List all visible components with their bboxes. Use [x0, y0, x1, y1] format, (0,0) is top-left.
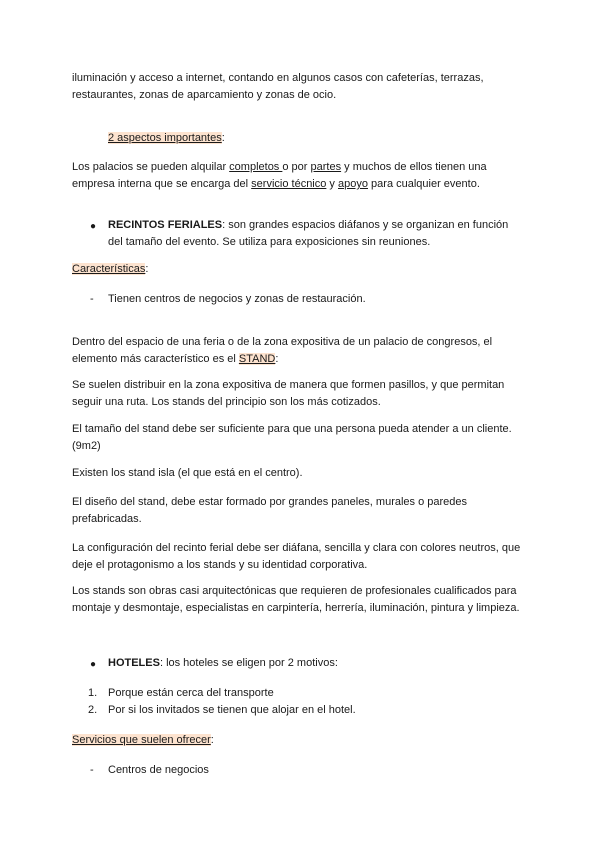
stand-line-2: elemento más característico es el	[72, 353, 239, 365]
caracteristicas-item-1: Tienen centros de negocios y zonas de restauración.	[108, 293, 366, 305]
servicios-heading	[72, 732, 532, 749]
palacios-completos: completos	[229, 161, 283, 173]
aspectos-label: 2 aspectos importantes	[108, 132, 222, 144]
palacios-text-e: y	[326, 178, 338, 190]
stand-colon: :	[275, 353, 279, 365]
palacios-text-f: para cualquier evento.	[367, 178, 480, 190]
servicios-colon: :	[210, 734, 214, 746]
intro-paragraph	[72, 70, 532, 104]
paragraph-isla	[72, 465, 532, 482]
palacios-apoyo: apoyo	[338, 178, 368, 190]
p5-line-1: La configuración del recinto ferial debe ser diáfana, sencilla y clara con colores neutros, que	[72, 542, 521, 554]
p6-line-2: montaje y desmontaje, especialistas en carpintería, herrería, iluminación, pintura y limpieza.	[72, 602, 520, 614]
paragraph-distribuir	[72, 377, 532, 411]
p4-line-1: El diseño del stand, debe estar formado por grandes paneles, murales o paredes	[72, 496, 468, 508]
recintos-text-2: del tamaño del evento. Se utiliza para exposiciones sin reuniones.	[108, 236, 431, 248]
intro-line-2: restaurantes, zonas de aparcamiento y zonas de ocio.	[72, 89, 337, 101]
p4-line-2: prefabricadas.	[72, 513, 142, 525]
paragraph-configuracion	[72, 540, 532, 574]
bullet-icon: ●	[90, 659, 97, 670]
p2-line-2: (9m2)	[72, 440, 101, 452]
list-number: 2.	[88, 704, 98, 716]
caracteristicas-colon: :	[145, 263, 149, 275]
p1-line-1: Se suelen distribuir en la zona expositiva de manera que formen pasillos, y que permitan	[72, 379, 505, 391]
hoteles-text-body: : los hoteles se eligen por 2 motivos:	[159, 657, 338, 669]
stand-paragraph	[72, 334, 532, 368]
p5-line-2: deje el protagonismo a los stands y su identidad corporativa.	[72, 559, 368, 571]
paragraph-obras	[72, 583, 532, 617]
palacios-text-c: y muchos de ellos tienen una	[341, 161, 487, 173]
bullet-icon: ●	[90, 221, 97, 232]
paragraph-diseno	[72, 494, 532, 528]
paragraph-tamano	[72, 421, 532, 455]
palacios-text-a: Los palacios se pueden alquilar	[72, 161, 230, 173]
recintos-text	[108, 217, 508, 251]
p3-line: Existen los stand isla (el que está en el centro).	[72, 467, 303, 479]
aspectos-heading	[108, 130, 568, 147]
servicios-label: Servicios que suelen ofrecer	[72, 734, 211, 746]
recintos-text-1: : son grandes espacios diáfanos y se organizan en función	[222, 219, 509, 231]
intro-line-1: iluminación y acceso a internet, contando en algunos casos con cafeterías, terrazas,	[72, 72, 484, 84]
palacios-text-b: o por	[282, 161, 311, 173]
palacios-partes: partes	[310, 161, 342, 173]
palacios-paragraph	[72, 159, 532, 193]
list-number: 1.	[88, 687, 98, 699]
recintos-title: RECINTOS FERIALES	[108, 219, 223, 231]
hoteles-text	[108, 655, 338, 672]
aspectos-colon: :	[221, 132, 225, 144]
p2-line-1: El tamaño del stand debe ser suficiente para que una persona pueda atender a un cliente.	[72, 423, 512, 435]
caracteristicas-label: Características	[72, 263, 146, 275]
p1-line-2: seguir una ruta. Los stands del principio son los más cotizados.	[72, 396, 381, 408]
hoteles-title: HOTELES	[108, 657, 160, 669]
caracteristicas-heading	[72, 261, 532, 278]
motivo-item-2: Por si los invitados se tienen que alojar en el hotel.	[108, 704, 356, 716]
dash-marker: -	[90, 293, 94, 305]
motivo-item-1: Porque están cerca del transporte	[108, 687, 274, 699]
dash-marker: -	[90, 764, 94, 776]
p6-line-1: Los stands son obras casi arquitectónicas que requieren de profesionales cualificados para	[72, 585, 517, 597]
palacios-text-d: empresa interna que se encarga del	[72, 178, 252, 190]
stand-line-1: Dentro del espacio de una feria o de la zona expositiva de un palacio de congresos, el	[72, 336, 493, 348]
palacios-servicio: servicio técnico	[251, 178, 327, 190]
servicios-item-1: Centros de negocios	[108, 764, 209, 776]
stand-highlight: STAND	[238, 353, 276, 365]
